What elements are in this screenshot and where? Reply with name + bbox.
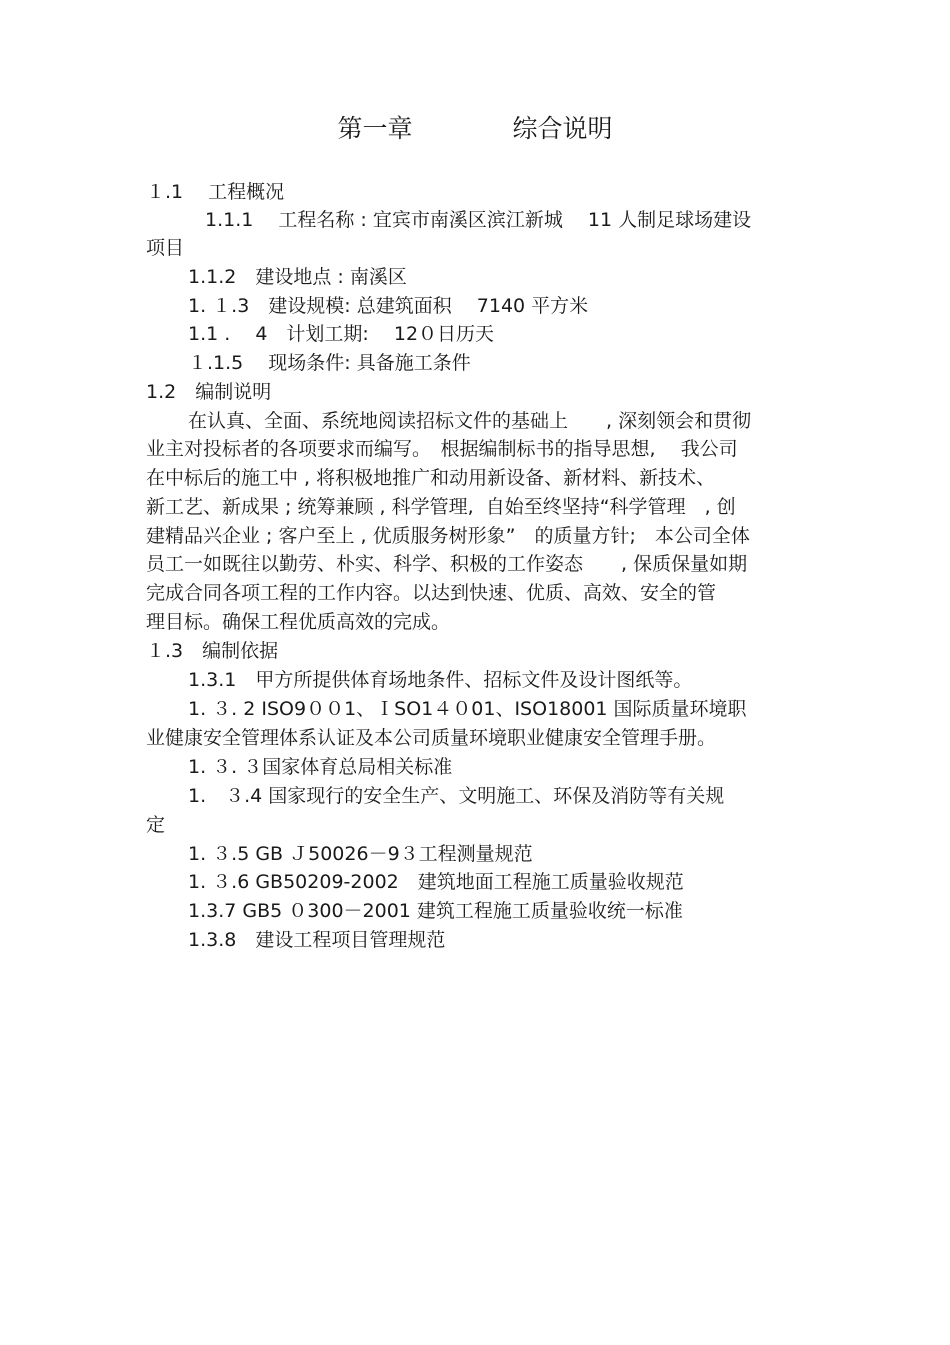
item-1-3-2: 1. ３. 2 ISO9００1、ＩSO1４０01、ISO18001 国际质量环境职 [188,698,747,720]
paragraph-line: 在中标后的施工中 , 将积极地推广和动用新设备、新材料、新技术、 [146,467,716,489]
item-1-3-5: 1. ３.5 GB Ｊ50026－9３工程测量规范 [188,843,533,865]
item-1-3-1: 1.3.1 甲方所提供体育场地条件、招标文件及设计图纸等。 [188,669,693,691]
section-1-2-heading: 1.2 编制说明 [146,381,272,403]
paragraph-line: 完成合同各项工程的工作内容。以达到快速、优质、高效、安全的管 [146,582,717,604]
paragraph-line: 员工一如既往以勤劳、朴实、科学、积极的工作姿态 , 保质保量如期 [146,553,748,575]
item-1-1-1: 1.1.1 工程名称 : 宜宾市南溪区滨江新城 11 人制足球场建设 [205,209,752,231]
item-1-3-3: 1. ３. ３国家体育总局相关标准 [188,756,453,778]
paragraph-line: 业主对投标者的各项要求而编写。 根据编制标书的指导思想, 我公司 [146,438,738,460]
item-1-1-1-cont: 项目 [146,237,185,259]
paragraph-line: 新工艺、新成果 ; 统筹兼顾 , 科学管理, 自始至终坚持“科学管理 , 创 [146,496,736,518]
paragraph-line: 理目标。确保工程优质高效的完成。 [146,611,451,633]
item-1-1-5: １.1.5 现场条件: 具备施工条件 [188,352,471,374]
item-1-3-7: 1.3.7 GB5 ０300－2001 建筑工程施工质量验收统一标准 [188,900,683,922]
item-1-3-4-cont: 定 [146,814,166,836]
item-1-1-4: 1.1 . 4 计划工期: 12０日历天 [188,323,495,345]
item-1-3-4: 1. ３.4 国家现行的安全生产、文明施工、环保及消防等有关规 [188,785,725,807]
paragraph-line: 建精品兴企业 ; 客户至上 , 优质服务树形象” 的质量方针; 本公司全体 [146,525,750,547]
item-1-1-3: 1. １.3 建设规模: 总建筑面积 7140 平方米 [188,295,589,317]
section-1-1-heading: １.1 工程概况 [146,181,285,203]
item-1-3-2-cont: 业健康安全管理体系认证及本公司质量环境职业健康安全管理手册。 [146,727,717,749]
item-1-3-8: 1.3.8 建设工程项目管理规范 [188,929,446,951]
paragraph-line: 在认真、全面、系统地阅读招标文件的基础上 , 深刻领会和贯彻 [188,410,752,432]
chapter-title: 第一章 综合说明 [337,114,613,143]
item-1-3-6: 1. ３.6 GB50209-2002 建筑地面工程施工质量验收规范 [188,871,684,893]
item-1-1-2: 1.1.2 建设地点 : 南溪区 [188,266,407,288]
section-1-3-heading: １.3 编制依据 [146,640,279,662]
